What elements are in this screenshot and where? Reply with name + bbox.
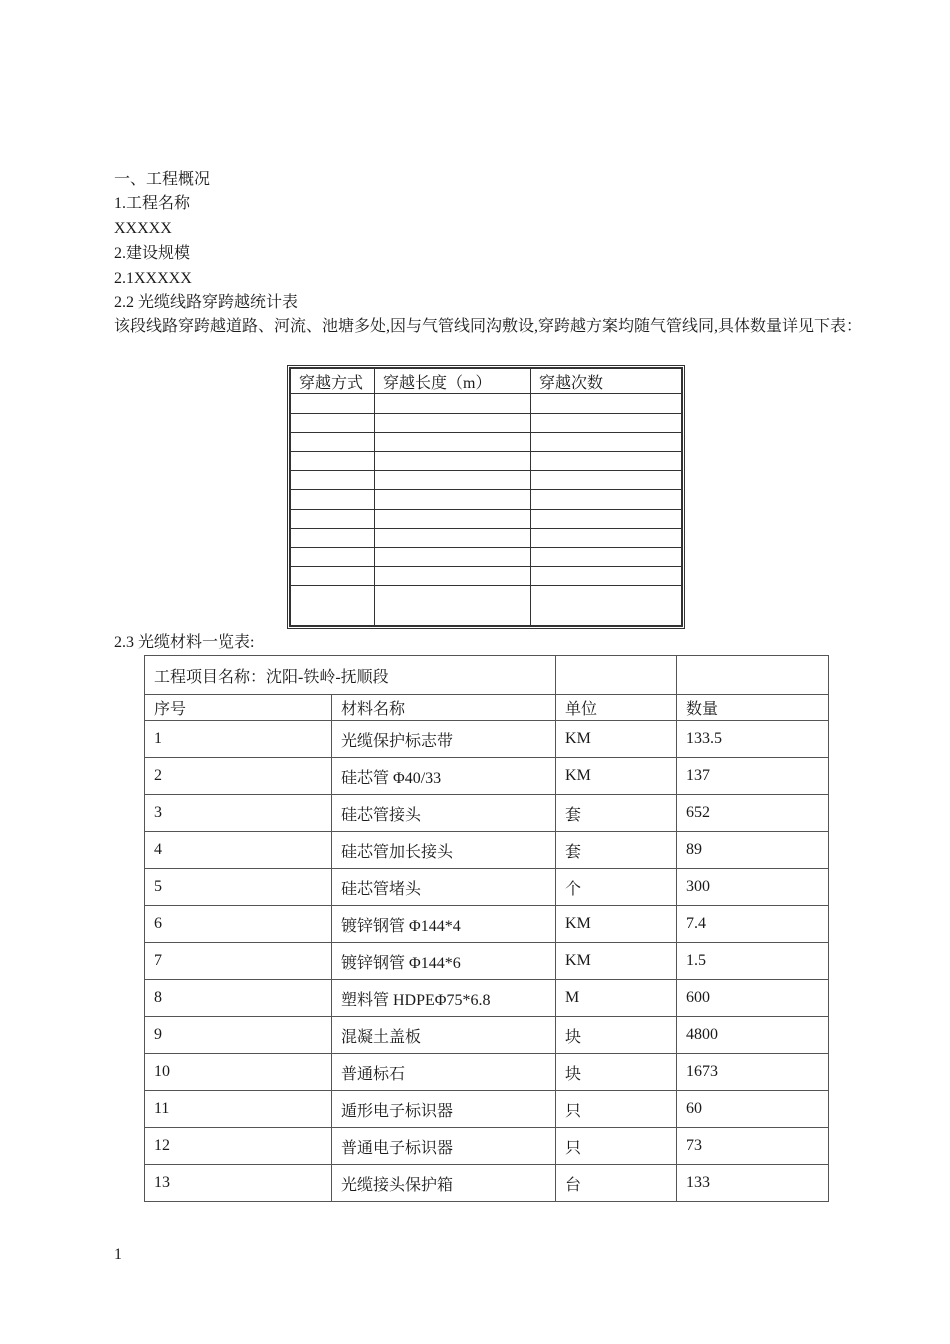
empty-cell [375,490,531,509]
crossing-empty-row [291,586,682,626]
cell-index: 8 [145,980,332,1017]
table-row [145,832,829,869]
empty-cell [291,528,375,547]
crossing-header-length: 穿越长度（m） [375,369,531,394]
empty-cell [531,413,682,432]
empty-cell [531,567,682,586]
cell-quantity: 89 [677,832,829,869]
empty-cell [531,451,682,470]
header-index: 序号 [145,695,332,721]
project-name-value: XXXXX [114,220,172,237]
cell-unit: M [556,980,677,1017]
empty-cell [375,528,531,547]
cell-unit: KM [556,758,677,795]
cell-material: 镀锌钢管 Φ144*6 [332,943,556,980]
cell-index: 9 [145,1017,332,1054]
cell-material: 镀锌钢管 Φ144*4 [332,906,556,943]
empty-cell [291,567,375,586]
cell-index: 12 [145,1128,332,1165]
project-title-cell: 工程项目名称：沈阳-铁岭-抚顺段 [145,656,556,695]
table-row [145,869,829,906]
header-material: 材料名称 [332,695,556,721]
empty-cell [291,413,375,432]
empty-cell [375,413,531,432]
cell-unit: 套 [556,832,677,869]
empty-cell [375,567,531,586]
cell-index: 1 [145,721,332,758]
empty-cell [531,548,682,567]
crossing-table-grid [290,368,682,626]
crossing-header-count: 穿越次数 [531,369,682,394]
cell-quantity: 137 [677,758,829,795]
cell-material: 光缆接头保护箱 [332,1165,556,1202]
cell-unit: 块 [556,1017,677,1054]
empty-cell [531,471,682,490]
cell-unit: 个 [556,869,677,906]
cell-quantity: 600 [677,980,829,1017]
crossing-table [287,365,685,629]
empty-cell [677,656,829,695]
empty-cell [291,451,375,470]
scale-label: 2.建设规模 [114,245,191,262]
cell-material: 普通标石 [332,1054,556,1091]
materials-header-row [145,695,829,721]
cell-quantity: 73 [677,1128,829,1165]
section-heading: 一、工程概况 [114,171,211,188]
cell-material: 硅芯管加长接头 [332,832,556,869]
table-row [145,980,829,1017]
project-name-label: 1.工程名称 [114,195,191,212]
materials-body [145,721,829,1202]
cell-quantity: 652 [677,795,829,832]
table-row [145,1165,829,1202]
crossing-header-method: 穿越方式 [291,369,375,394]
empty-cell [531,432,682,451]
empty-cell [531,509,682,528]
cell-material: 普通电子标识器 [332,1128,556,1165]
cross-stats-label: 2.2 光缆线路穿跨越统计表 [114,294,299,311]
empty-cell [531,490,682,509]
table-row [145,943,829,980]
cell-quantity: 1673 [677,1054,829,1091]
table-row [145,758,829,795]
empty-cell [531,586,682,626]
empty-cell [375,471,531,490]
crossing-empty-row [291,567,682,586]
crossing-empty-row [291,509,682,528]
crossing-table-header-row [291,369,682,394]
materials-table [144,655,829,1202]
cell-quantity: 1.5 [677,943,829,980]
empty-cell [375,548,531,567]
cell-quantity: 133.5 [677,721,829,758]
crossing-empty-row [291,394,682,413]
table-row [145,1128,829,1165]
empty-cell [291,548,375,567]
crossing-empty-row [291,548,682,567]
cell-index: 10 [145,1054,332,1091]
crossing-empty-row [291,451,682,470]
header-quantity: 数量 [677,695,829,721]
table-row [145,1091,829,1128]
cell-material: 遁形电子标识器 [332,1091,556,1128]
empty-cell [556,656,677,695]
cell-index: 6 [145,906,332,943]
table-row [145,1054,829,1091]
cell-index: 5 [145,869,332,906]
empty-cell [291,490,375,509]
materials-label: 2.3 光缆材料一览表: [114,634,255,651]
cell-quantity: 4800 [677,1017,829,1054]
cell-unit: KM [556,721,677,758]
cell-material: 硅芯管堵头 [332,869,556,906]
cell-material: 硅芯管 Φ40/33 [332,758,556,795]
table-row [145,721,829,758]
cell-material: 塑料管 HDPEΦ75*6.8 [332,980,556,1017]
empty-cell [531,394,682,413]
page-number: 1 [114,1246,122,1263]
crossing-empty-row [291,528,682,547]
table-row [145,1017,829,1054]
cell-unit: 套 [556,795,677,832]
table-row [145,906,829,943]
crossing-empty-row [291,413,682,432]
cell-unit: 只 [556,1091,677,1128]
cell-quantity: 300 [677,869,829,906]
cell-quantity: 7.4 [677,906,829,943]
scale-item: 2.1XXXXX [114,270,192,287]
empty-cell [291,509,375,528]
cell-unit: 只 [556,1128,677,1165]
cell-index: 4 [145,832,332,869]
cell-unit: 块 [556,1054,677,1091]
cell-material: 混凝土盖板 [332,1017,556,1054]
empty-cell [291,586,375,626]
empty-cell [375,586,531,626]
empty-cell [291,394,375,413]
crossing-empty-row [291,471,682,490]
cell-index: 3 [145,795,332,832]
cell-quantity: 133 [677,1165,829,1202]
table-row [145,795,829,832]
crossing-empty-row [291,490,682,509]
cell-unit: KM [556,943,677,980]
empty-cell [375,432,531,451]
cell-unit: 台 [556,1165,677,1202]
empty-cell [531,528,682,547]
cell-unit: KM [556,906,677,943]
cell-index: 11 [145,1091,332,1128]
cross-description: 该段线路穿跨越道路、河流、池塘多处,因与气管线同沟敷设,穿跨越方案均随气管线同,具体数量详见下表： [114,318,863,335]
crossing-empty-row [291,432,682,451]
empty-cell [291,432,375,451]
cell-index: 13 [145,1165,332,1202]
cell-index: 2 [145,758,332,795]
empty-cell [375,509,531,528]
empty-cell [375,451,531,470]
empty-cell [291,471,375,490]
cell-material: 光缆保护标志带 [332,721,556,758]
header-unit: 单位 [556,695,677,721]
cell-index: 7 [145,943,332,980]
empty-cell [375,394,531,413]
materials-title-row [145,656,829,695]
cell-quantity: 60 [677,1091,829,1128]
cell-material: 硅芯管接头 [332,795,556,832]
